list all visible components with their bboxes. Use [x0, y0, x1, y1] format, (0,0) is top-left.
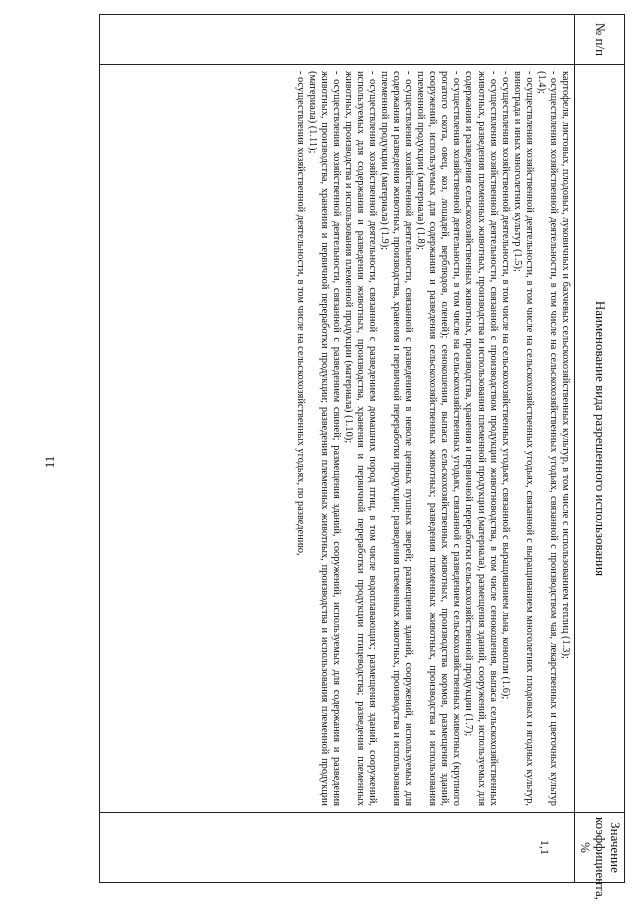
- header-value: Значение коэффициента, %: [575, 813, 625, 883]
- list-item: - осуществления хозяйственной деятельности, связанной с разведением в неволе ценных пушных зверей; размещения зданий, сооружений, используемых для содержания и разведения животных, производства, хранения и первичной переработки продукции; разведения племенных животных, производства и использования племенной продукции (материала) (1.9);: [379, 71, 415, 806]
- land-use-table: [99, 14, 625, 901]
- list-item: - осуществления хозяйственной деятельности, связанной с разведением свиней; размещения зданий, сооружений, используемых для содержания и разведения животных, производства, хранения и первичной переработки продукции; разведения племенных животных, производства и использования племенной продукции (материала) (1.11);: [306, 71, 342, 806]
- header-name: Наименование вида разрешенного использования: [575, 65, 625, 813]
- list-item: картофеля, листовых, плодовых, луковичных и бахчевых сельскохозяйственных культур, в том числе с использованием теплиц (1.3);: [560, 71, 571, 659]
- cell-number: [100, 15, 575, 65]
- list-item: - осуществления хозяйственной деятельности, связанной с производством продукции животноводства, в том числе сенокошения, выпаса сельскохозяйственных животных, разведения племенных животных, производства и использования племенной продукции (материала), размещения зданий, сооружений, используемых для содержания и разведения сельскохозяйственных животных, производства, хранения и первичной переработки сельскохозяйственной продукции (1.7);: [463, 71, 499, 806]
- cell-coefficient-value: 1,1: [100, 813, 575, 883]
- table-header-row: [575, 15, 625, 883]
- list-item: - осуществления хозяйственной деятельности, в том числе на сельскохозяйственных угодьях, связанной с выращиванием многолетних плодовых и ягодных культур, винограда и иных многолетних культур (1.5);: [511, 71, 535, 806]
- list-item: - осуществления хозяйственной деятельности, в том числе на сельскохозяйственных угодьях, связанной с выращиванием льна, конопли (1.6);: [499, 71, 511, 700]
- rotated-page-content: [99, 14, 625, 901]
- list-item: - осуществления хозяйственной деятельности, связанной с разведением домашних пород птиц, в том числе водоплавающих; размещения зданий, сооружений, используемых для содержания и разведения животных, производства, хранения и первичной переработки продукции птицеводства; разведения племенных животных, производства и использования племенной продукции (материала) (1.10);: [342, 71, 378, 806]
- header-number: № п/п: [575, 15, 625, 65]
- cell-land-use-description: [100, 65, 575, 813]
- list-item: - осуществления хозяйственной деятельности, в том числе на сельскохозяйственных угодьях, по разведению,: [294, 71, 306, 556]
- list-item: - осуществления хозяйственной деятельности, в том числе на сельскохозяйственных угодьях, связанной с разведением сельскохозяйственных животных (крупного рогатого скота, овец, коз, лошадей, верблюдов, оленей); сенокошения, выпаса сельскохозяйственных животных, производства кормов, размещения зданий, сооружений, используемых для содержания и разведения сельскохозяйственных животных; разведения племенных животных, производства и использования племенной продукции (материала) (1.8);: [415, 71, 463, 806]
- table-row: [100, 15, 575, 883]
- page-number: 11: [42, 455, 57, 469]
- list-item: - осуществления хозяйственной деятельности, в том числе на сельскохозяйственных угодьях, связанной с производством чая, лекарственных и цветочных культур (1.4);: [535, 71, 559, 806]
